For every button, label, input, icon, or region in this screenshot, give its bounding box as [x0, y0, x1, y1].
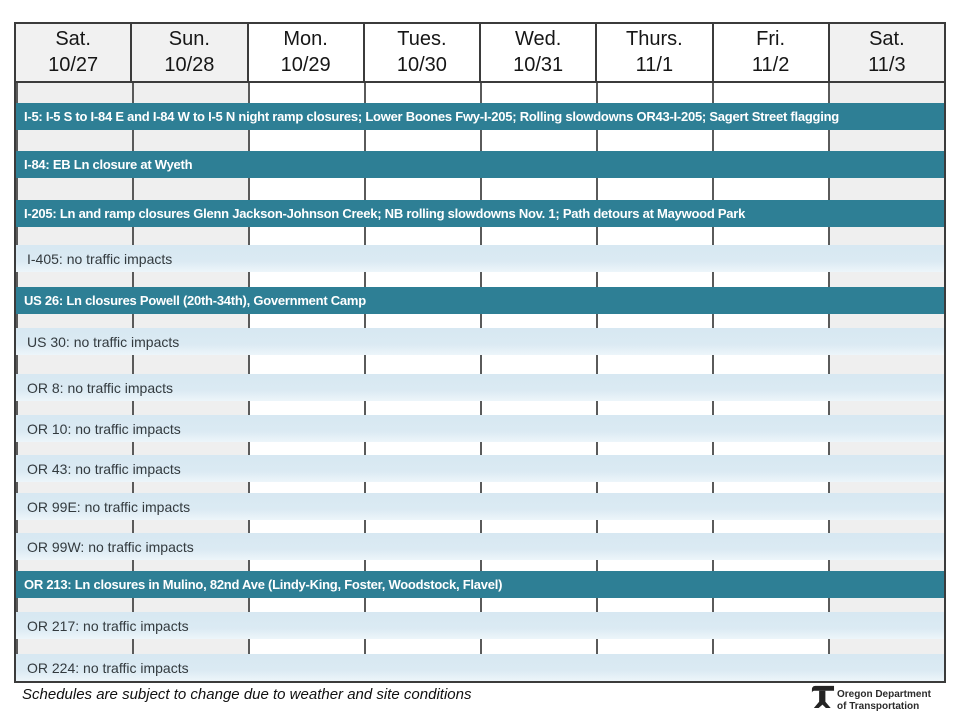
road-row-or43	[16, 455, 944, 482]
day-date: 10/28	[164, 53, 215, 76]
odot-logo-line1: Oregon Department	[837, 689, 931, 700]
grid-spacer-row	[16, 314, 944, 328]
day-header-thurs-111	[597, 24, 713, 81]
grid-spacer-row	[16, 442, 944, 455]
header-row	[16, 24, 944, 83]
grid-spacer-row	[16, 520, 944, 533]
odot-logo-line2: of Transportation	[837, 700, 920, 712]
day-name: Mon.	[283, 27, 328, 50]
road-row-label: I-405: no traffic impacts	[27, 250, 173, 267]
grid-spacer-row	[16, 83, 944, 103]
grid-spacer-row	[16, 130, 944, 151]
road-row-label: I-205: Ln and ramp closures Glenn Jackson-Johnson Creek; NB rolling slowdowns Nov. 1; Path detours at Maywood Park	[24, 206, 746, 221]
road-row-label: I-84: EB Ln closure at Wyeth	[24, 157, 193, 172]
grid-spacer-row	[16, 272, 944, 287]
day-name: Sat.	[55, 27, 91, 50]
day-date: 10/31	[513, 53, 564, 76]
road-row-label: OR 213: Ln closures in Mulino, 82nd Ave (Lindy-King, Foster, Woodstock, Flavel)	[24, 577, 503, 592]
day-name: Wed.	[514, 27, 562, 50]
day-date: 10/27	[48, 53, 99, 76]
road-row-label: OR 99E: no traffic impacts	[27, 498, 191, 515]
grid-spacer-row	[16, 482, 944, 493]
grid-spacer-row	[16, 639, 944, 654]
schedule-table	[14, 22, 946, 683]
footer-note: Schedules are subject to change due to weather and site conditions	[22, 686, 472, 703]
day-header-sun-1028	[132, 24, 248, 81]
day-date: 11/3	[868, 53, 906, 76]
road-row-label: US 26: Ln closures Powell (20th-34th), Government Camp	[24, 293, 366, 308]
day-header-sat-113	[830, 24, 944, 81]
road-row-us26	[16, 287, 944, 314]
road-row-label: OR 8: no traffic impacts	[27, 379, 174, 396]
road-row-label: US 30: no traffic impacts	[27, 333, 180, 350]
road-row-label: OR 99W: no traffic impacts	[27, 538, 194, 555]
road-row-or224	[16, 654, 944, 681]
road-row-label: I-5: I-5 S to I-84 E and I-84 W to I-5 N night ramp closures; Lower Boones Fwy-I-205; Rolling slowdowns OR43-I-205; Sagert Street flagging	[24, 109, 839, 124]
road-row-i205	[16, 200, 944, 227]
day-date: 10/29	[280, 53, 331, 76]
road-row-label: OR 43: no traffic impacts	[27, 460, 181, 477]
road-row-or217	[16, 612, 944, 639]
grid-spacer-row	[16, 178, 944, 200]
odot-logo	[810, 683, 931, 713]
day-name: Thurs.	[626, 27, 683, 50]
day-date: 11/1	[635, 53, 674, 76]
odot-logo-icon	[810, 683, 835, 710]
day-name: Sat.	[869, 27, 905, 50]
grid-spacer-row	[16, 227, 944, 245]
road-row-or99e	[16, 493, 944, 520]
road-row-i84	[16, 151, 944, 178]
day-header-mon-1029	[249, 24, 365, 81]
day-name: Tues.	[397, 27, 447, 50]
road-row-i5	[16, 103, 944, 130]
day-header-tues-1030	[365, 24, 481, 81]
road-row-label: OR 10: no traffic impacts	[27, 420, 181, 437]
odot-logo-text	[835, 683, 931, 713]
grid-spacer-row	[16, 355, 944, 374]
day-name: Sun.	[168, 27, 210, 50]
day-date: 10/30	[396, 53, 447, 76]
day-date: 11/2	[751, 53, 790, 76]
road-row-us30	[16, 328, 944, 355]
road-row-or10	[16, 415, 944, 442]
day-name: Fri.	[756, 27, 786, 50]
grid-spacer-row	[16, 401, 944, 415]
grid-spacer-row	[16, 560, 944, 571]
day-header-sat-1027	[16, 24, 132, 81]
road-row-label: OR 217: no traffic impacts	[27, 617, 189, 634]
road-row-i405	[16, 245, 944, 272]
road-row-or8	[16, 374, 944, 401]
day-header-fri-112	[714, 24, 830, 81]
road-row-or99w	[16, 533, 944, 560]
road-row-or213	[16, 571, 944, 598]
grid-spacer-row	[16, 598, 944, 612]
day-header-wed-1031	[481, 24, 597, 81]
road-row-label: OR 224: no traffic impacts	[27, 659, 189, 676]
